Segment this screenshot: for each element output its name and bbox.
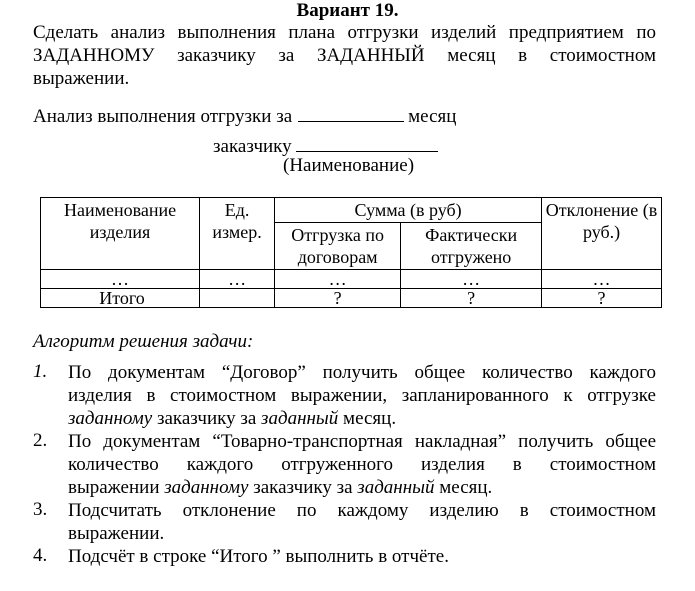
customer-blank-field: [296, 135, 438, 152]
header-sum-actual: Фактически отгружено: [401, 223, 542, 270]
step-number: 4.: [33, 545, 48, 566]
form-customer-label: заказчику: [213, 136, 292, 157]
total-deviation: ?: [542, 289, 662, 308]
step-number: 3.: [33, 499, 48, 520]
table-row: [41, 270, 662, 289]
step-line: количество каждого отгруженного изделия в стоимостном: [68, 454, 656, 475]
header-unit: Ед. измер.: [200, 198, 275, 270]
step-line: [68, 476, 656, 499]
month-blank-field: [298, 105, 404, 122]
report-form-line-month: [33, 105, 456, 129]
step-text: месяц.: [338, 408, 397, 429]
report-table: [40, 197, 662, 308]
step-text: выражении: [68, 477, 165, 498]
step-number: 1.: [33, 361, 48, 382]
algorithm-step-4: [33, 545, 656, 568]
customer-name-note: (Наименование): [283, 155, 415, 176]
step-text: заказчику за: [152, 408, 262, 429]
task-line-3: выражении.: [33, 68, 130, 89]
step-line: выражении.: [68, 523, 165, 544]
step-text: заказчику за: [248, 477, 358, 498]
table-header-row-1: [41, 198, 662, 223]
table-cell: …: [41, 270, 200, 289]
step-line: По документам “Договор” получить общее количество каждого: [68, 362, 656, 383]
algorithm-step-3: [33, 499, 656, 545]
step-line: [68, 407, 656, 430]
emphasis-text: заданный: [261, 408, 339, 429]
header-product-name: Наименование изделия: [41, 198, 200, 270]
form-month-prefix: Анализ выполнения отгрузки за: [33, 106, 293, 127]
form-month-suffix: месяц: [408, 106, 457, 127]
step-text: месяц.: [434, 477, 493, 498]
table-cell: …: [401, 270, 542, 289]
table-cell: …: [542, 270, 662, 289]
emphasis-text: заданный: [357, 477, 435, 498]
table-cell: …: [200, 270, 275, 289]
header-deviation: Отклонение (в руб.): [542, 198, 662, 270]
step-line: По документам “Товарно-транспортная накладная” получить общее: [68, 431, 656, 452]
algorithm-step-1: [33, 361, 656, 430]
total-label: Итого: [41, 289, 200, 308]
task-statement: [33, 21, 656, 90]
total-actual: ?: [401, 289, 542, 308]
total-contract: ?: [275, 289, 401, 308]
header-sum-group: Сумма (в руб): [275, 198, 542, 223]
header-sum-contract: Отгрузка по договорам: [275, 223, 401, 270]
step-line: изделия в стоимостном выражении, запланированного к отгрузке: [68, 385, 656, 406]
emphasis-text: заданному: [164, 477, 249, 498]
algorithm-steps: [33, 361, 656, 568]
table-total-row: [41, 289, 662, 308]
variant-title: Вариант 19.: [296, 0, 399, 21]
total-unit: [200, 289, 275, 308]
step-line: Подсчёт в строке “Итого ” выполнить в отчёте.: [68, 546, 449, 567]
task-line-1: Сделать анализ выполнения плана отгрузки изделий предприятием по: [33, 22, 656, 43]
table-cell: …: [275, 270, 401, 289]
algorithm-step-2: [33, 430, 656, 499]
task-line-2: ЗАДАННОМУ заказчику за ЗАДАННЫЙ месяц в стоимостном: [33, 45, 656, 66]
step-line: Подсчитать отклонение по каждому изделию в стоимостном: [68, 500, 656, 521]
step-number: 2.: [33, 430, 48, 451]
emphasis-text: заданному: [68, 408, 153, 429]
algorithm-title: Алгоритм решения задачи:: [33, 331, 254, 352]
